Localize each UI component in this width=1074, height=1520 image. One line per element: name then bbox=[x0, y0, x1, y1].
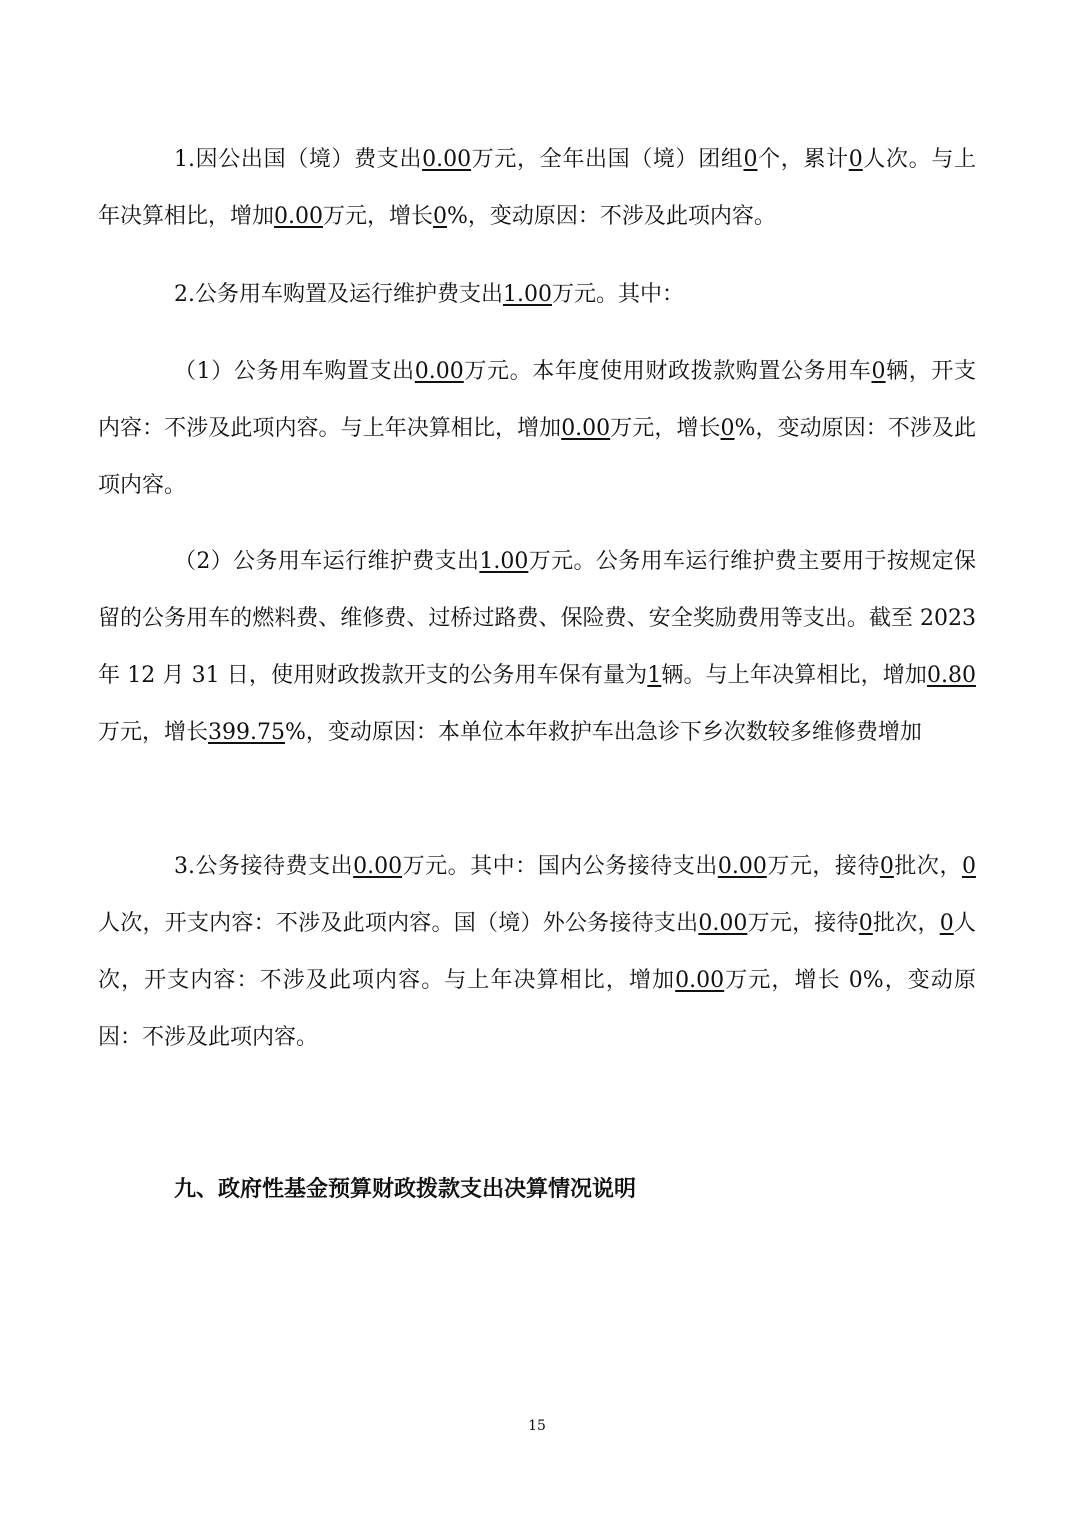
value: 0 bbox=[879, 854, 894, 879]
text: 个，累计 bbox=[757, 147, 849, 172]
value: 399.75 bbox=[208, 720, 285, 745]
page-number: 15 bbox=[528, 1418, 546, 1434]
text: 人次，开支内容：不涉及此项内容。国（境）外公务接待支出 bbox=[98, 911, 699, 936]
value: 0 bbox=[858, 911, 873, 936]
section-heading: 九、政府性基金预算财政拨款支出决算情况说明 bbox=[174, 1177, 637, 1202]
value: 0.00 bbox=[422, 147, 472, 172]
text: 辆，开支内容：不涉及此项内容。与上年决算相比，增加 bbox=[98, 359, 976, 441]
value: 0 bbox=[743, 147, 758, 172]
text: （2）公务用车运行维护费支出 bbox=[174, 549, 480, 574]
paragraph-vehicle-maintenance bbox=[98, 533, 976, 761]
text: 人次，开支内容：不涉及此项内容。与上年决算相比，增加 bbox=[98, 911, 976, 993]
text: 2.公务用车购置及运行维护费支出 bbox=[174, 282, 503, 307]
value: 0 bbox=[939, 911, 954, 936]
text: 1.因公出国（境）费支出 bbox=[174, 147, 423, 172]
paragraph-vehicle-total bbox=[98, 266, 976, 323]
value: 0 bbox=[871, 359, 886, 384]
value: 0.00 bbox=[274, 204, 323, 229]
value: 0.00 bbox=[414, 359, 464, 384]
text: 万元。其中： bbox=[551, 282, 684, 307]
value: 0.00 bbox=[717, 854, 767, 879]
text: （1）公务用车购置支出 bbox=[174, 359, 415, 384]
paragraph-vehicle-purchase bbox=[98, 343, 976, 514]
text: 万元。本年度使用财政拨款购置公务用车 bbox=[463, 359, 872, 384]
text: 万元。其中：国内公务接待支出 bbox=[402, 854, 718, 879]
text: 万元，增长 bbox=[323, 204, 434, 229]
value: 0.00 bbox=[698, 911, 748, 936]
value: 0.00 bbox=[353, 854, 403, 879]
text: 万元，全年出国（境）团组 bbox=[471, 147, 744, 172]
text: 万元，增长 bbox=[610, 416, 721, 441]
text: 万元，接待 bbox=[747, 911, 859, 936]
text: 万元，增长 bbox=[98, 720, 209, 745]
text: %，变动原因：不涉及此项内容。 bbox=[447, 204, 776, 229]
text: 辆。与上年决算相比，增加 bbox=[661, 663, 928, 688]
text: 万元，接待 bbox=[766, 854, 880, 879]
text: 批次， bbox=[872, 911, 940, 936]
value: 0.00 bbox=[561, 416, 611, 441]
value: 1 bbox=[647, 663, 662, 688]
value: 0 bbox=[433, 204, 448, 229]
paragraph-overseas-travel bbox=[98, 131, 976, 245]
text: 万元。公务用车运行维护费主要用于按规定保留的公务用车的燃料费、维修费、过桥过路费、保险费、安全奖励费用等支出。截至 2023 年 12 月 31 日，使用财政拨款开支的公务用车保有量为 bbox=[98, 549, 976, 688]
value: 0 bbox=[961, 854, 976, 879]
value: 0.00 bbox=[675, 968, 725, 993]
value: 1.00 bbox=[503, 282, 552, 307]
text: %，变动原因：不涉及此项内容。 bbox=[98, 416, 976, 498]
value: 0 bbox=[848, 147, 863, 172]
text: %，变动原因：本单位本年救护车出急诊下乡次数较多维修费增加 bbox=[285, 720, 922, 745]
text: 万元，增长 0%，变动原因：不涉及此项内容。 bbox=[98, 968, 976, 1050]
text: 3.公务接待费支出 bbox=[174, 854, 354, 879]
paragraph-reception bbox=[98, 838, 976, 1066]
value: 0 bbox=[720, 416, 735, 441]
value: 1.00 bbox=[479, 549, 529, 574]
text: 批次， bbox=[893, 854, 962, 879]
value: 0.80 bbox=[927, 663, 976, 688]
text: 人次。与上年决算相比，增加 bbox=[98, 147, 976, 229]
